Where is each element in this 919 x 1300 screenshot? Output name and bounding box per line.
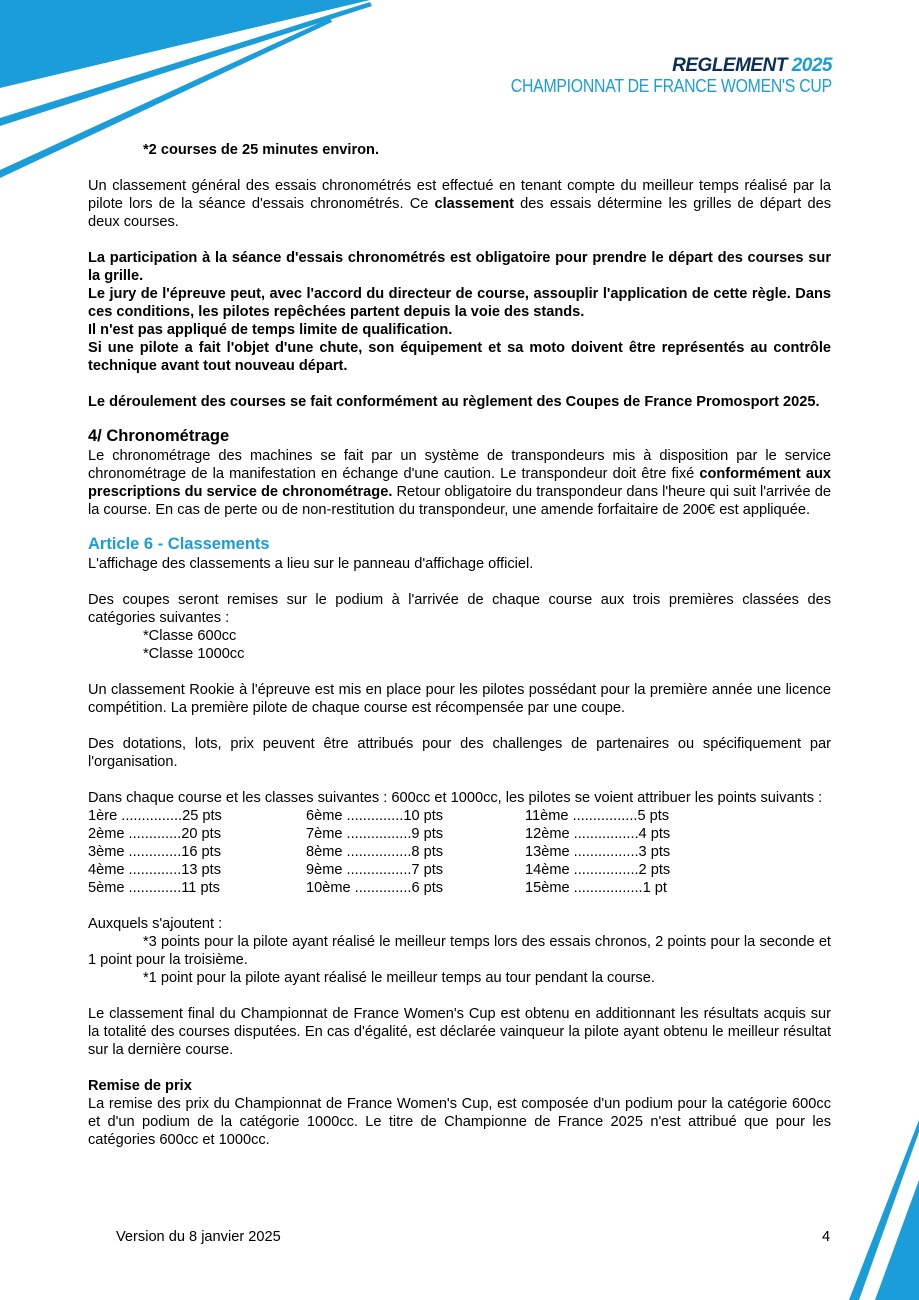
rule-qualification: Il n'est pas appliqué de temps limite de qualification. [88,322,453,338]
header-title: REGLEMENT 2025 [672,55,832,76]
points-entry: 6ème ..............10 pts [306,808,444,824]
paragraph-classement: Un classement général des essais chronométrés est effectué en tenant compte du meilleur temps réalisé par la pilote lors de la séance d'essais chronométrés. Ce classement des essais détermine les grilles de départ des deux courses. [88,178,831,230]
page-number: 4 [822,1229,831,1245]
remise-title: Remise de prix [88,1078,192,1094]
paragraph-chronometrage: Le chronométrage des machines se fait par un système de transpondeurs mis à disposition par le service chronométrage de la manifestation en échange d'une caution. Le transpondeur doit être fixé conformément aux prescriptions du service de chronométrage. Retour obligatoire du transpondeur dans l'heure qui suit l'arrivée de la course. En cas de perte ou de non-restitution du transpondeur, une amende forfaitaire de 200€ est appliquée. [88,448,831,518]
rule-participation: La participation à la séance d'essais chronométrés est obligatoire pour prendre le départ des courses sur la grille. [88,250,831,284]
article-6-title: Article 6 - Classements [88,535,270,553]
paragraph-auxquels: Auxquels s'ajoutent : [88,916,223,932]
classe-600: *Classe 600cc [143,628,237,644]
points-entry: 7ème ................9 pts [306,826,444,842]
paragraph-coupes: Des coupes seront remises sur le podium à l'arrivée de chaque course aux trois premières classées des catégories suivantes : [88,592,831,626]
points-entry: 11ème ................5 pts [525,808,670,824]
classe-1000: *Classe 1000cc [143,646,245,662]
points-entry: 2ème .............20 pts [88,826,222,842]
footer-version: Version du 8 janvier 2025 [116,1229,281,1245]
points-entry: 13ème ................3 pts [525,844,671,860]
points-table [88,807,831,897]
points-entry: 3ème .............16 pts [88,844,222,860]
bonus-meilleur-tour: *1 point pour la pilote ayant réalisé le meilleur temps au tour pendant la course. [143,970,655,986]
points-entry: 9ème ................7 pts [306,862,444,878]
page-content [88,141,831,1149]
points-entry: 5ème .............11 pts [88,880,220,896]
points-entry: 15ème .................1 pt [525,880,667,896]
points-entry: 10ème ..............6 pts [306,880,444,896]
document-header [467,57,832,95]
points-entry: 8ème ................8 pts [306,844,444,860]
corner-stripes-bottom-right [849,1120,919,1300]
paragraph-affichage: L'affichage des classements a lieu sur le panneau d'affichage officiel. [88,556,534,572]
bonus-essais: *3 points pour la pilote ayant réalisé le meilleur temps lors des essais chronos, 2 points pour la seconde et 1 point pour la troisième. [88,934,831,968]
paragraph-classement-final: Le classement final du Championnat de France Women's Cup est obtenu en additionnant les résultats acquis sur la totalité des courses disputées. En cas d'égalité, est déclarée vainqueur la pilote ayant obtenu le meilleur résultat sur la dernière course. [88,1006,831,1058]
points-entry: 4ème .............13 pts [88,862,222,878]
paragraph-rookie: Un classement Rookie à l'épreuve est mis en place pour les pilotes possédant pour la première année une licence compétition. La première pilote de chaque course est récompensée par une coupe. [88,682,831,716]
paragraph-dotations: Des dotations, lots, prix peuvent être attribués pour des challenges de partenaires ou spécifiquement par l'organisation. [88,736,831,770]
rule-deroulement: Le déroulement des courses se fait conformément au règlement des Coupes de France Promosport 2025. [88,394,820,410]
section-chronometrage-title: 4/ Chronométrage [88,427,230,445]
paragraph-points-intro: Dans chaque course et les classes suivantes : 600cc et 1000cc, les pilotes se voient attribuer les points suivants : [88,790,823,806]
rule-chute: Si une pilote a fait l'objet d'une chute, son équipement et sa moto doivent être représentés au contrôle technique avant tout nouveau départ. [88,340,831,374]
points-entry: 12ème ................4 pts [525,826,671,842]
points-entry: 1ère ...............25 pts [88,808,222,824]
points-entry: 14ème ................2 pts [525,862,671,878]
races-note: *2 courses de 25 minutes environ. [143,142,380,158]
header-championship: CHAMPIONNAT DE FRANCE WOMEN'S CUP [510,76,832,96]
rule-jury: Le jury de l'épreuve peut, avec l'accord du directeur de course, assouplir l'application de cette règle. Dans ces conditions, les pilotes repêchées partent depuis la voie des stands. [88,286,831,320]
paragraph-remise: La remise des prix du Championnat de France Women's Cup, est composée d'un podium pour la catégorie 600cc et d'un podium de la catégorie 1000cc. Le titre de Championne de France 2025 n'est attribué que pour les catégories 600cc et 1000cc. [88,1096,831,1148]
